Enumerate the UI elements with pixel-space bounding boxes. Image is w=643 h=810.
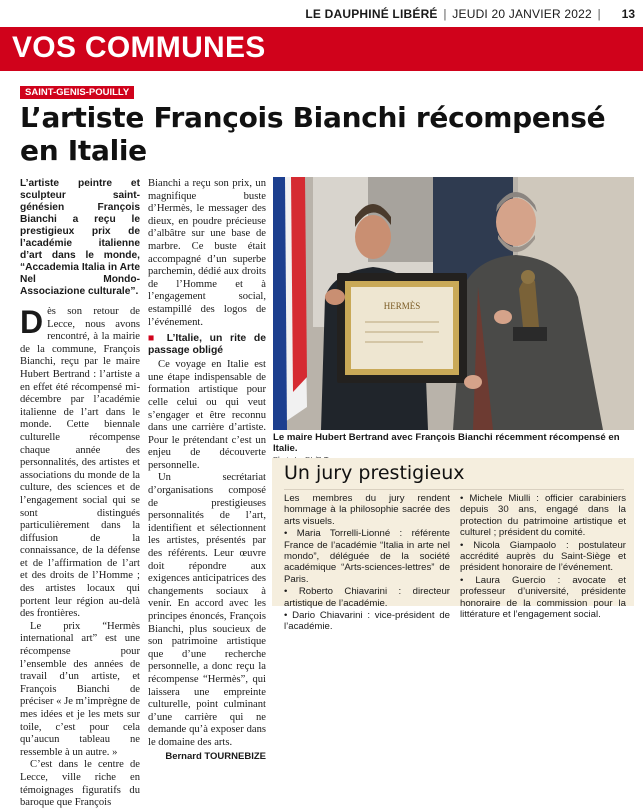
paragraph-5: Ce voyage en Italie est une étape indispensable de formation artistique pour celle celui ou qui veut s’engager et être reconnu dans une carrière d’artiste. Pour le prétendant c’est un enjeu de découverte personnelle.	[148, 359, 266, 471]
section-banner	[0, 27, 643, 71]
jury-member: • Roberto Chiavarini : directeur artistique de l’académie.	[284, 586, 450, 609]
drop-cap: D	[20, 304, 44, 340]
publication-name: LE DAUPHINÉ LIBÉRÉ	[305, 7, 438, 21]
section-title: VOS COMMUNES	[12, 31, 266, 64]
jury-title: Un jury prestigieux	[284, 463, 624, 490]
paragraph-6: Un secrétariat d’organisations composé de prestigieuses personnalités de l’art, identifient et sélectionnent les artistes, présentés par des référents. Leur œuvre doit répondre aux exigences anticipatrices des changements sociaux à venir. En accord avec les principes énoncés, François Bianchi, plus soucieux de son patrimoine artistique que d’une recherche personnelle, a donc reçu la récompense “Hermès”, qui laissera une empreinte culturelle, point culminant d’une carrière qui ne demande qu’à exposer dans le domaine des arts.	[148, 472, 266, 748]
author-signature: Bernard TOURNEBIZE	[165, 750, 266, 762]
masthead	[0, 0, 643, 26]
paragraph-1-text: ès son retour de Lecce, nous avons rencontré, à la mairie de la commune, François Bianchi, reçu par le maire Hubert Bertrand : l’artiste a en effet été récompensé mi-décembre par l’académie italienne de l’art dans le monde. Cette biennale culturelle récompense chaque année des personnalités, des artistes et associations du monde de la culture, des sciences et de l’engagement social qui se sont distingués particulièrement dans la diffusion de la connaissance, de la défense et de l’affirmation de l’art et des droits de l’Homme ; des artistes locaux qui portent leur région au-delà des frontières.	[20, 306, 140, 620]
jury-member: • Michele Miulli : officier carabiniers depuis 30 ans, engagé dans la protection du patrimoine artistique et culturel ; président du comité.	[460, 493, 626, 539]
publication-line	[305, 7, 603, 21]
jury-column-2	[460, 493, 626, 621]
square-bullet-icon: ■	[148, 333, 167, 345]
frame-title: HERMÈS	[383, 301, 421, 311]
jury-intro: Les membres du jury rendent hommage à la philosophie sacrée des arts visuels.	[284, 493, 450, 527]
jury-member: • Nicola Giampaolo : postulateur accrédité auprès du Saint-Siège et président honoraire de l’événement.	[460, 539, 626, 574]
paragraph-4: Bianchi a reçu son prix, un magnifique buste d’Hermès, le messager des dieux, en poudre précieuse d’albâtre sur une base de marbre. Ce buste était accompagné d’un superbe parchemin, dédié aux droits de l’Homme et à l’engagement social, estampillé des logos de l’événement.	[148, 178, 266, 328]
subhead	[148, 333, 266, 357]
article-column-2	[148, 178, 266, 763]
article-photo	[273, 177, 634, 430]
jury-member: • Laura Guercio : avocate et professeur d’université, présidente honoraire de la commission pour la littérature et l’engagement social.	[460, 574, 626, 621]
paragraph-1	[20, 306, 140, 621]
masthead-separator-2: |	[597, 7, 601, 21]
article-chapo: L’artiste peintre et sculpteur saint-génésien François Bianchi a reçu le prestigieux prix de l’académie italienne d’art dans le monde, “Accademia Italia in Arte Nel Mondo-Associazione culturale”.	[20, 178, 140, 297]
paragraph-3: C’est dans le centre de Lecce, ville riche en témoignages figuratifs du baroque que François	[20, 759, 140, 809]
location-tag: SAINT-GENIS-POUILLY	[20, 86, 134, 99]
publication-date: JEUDI 20 JANVIER 2022	[452, 7, 592, 21]
page-number: 13	[621, 7, 635, 21]
jury-member: • Dario Chiavarini : vice-président de l’académie.	[284, 610, 450, 633]
photo-illustration	[273, 177, 634, 430]
jury-column-1	[284, 493, 450, 634]
jury-member: • Maria Torrelli-Lionné : référente France de l’académie “Italia in arte nel mondo”, déléguée de la société académique “Arts-sciences-lettres” de Paris.	[284, 528, 450, 585]
subhead-text: L’Italie, un rite de passage obligé	[148, 333, 266, 357]
paragraph-2: Le prix “Hermès international art” est une récompense pour l’ensemble des années de travail d’un artiste, et François Bianchi de préciser « Je m’imprègne de mes idées et je les mets sur toile, c’est pour cela qu’aucun tableau ne ressemble à un autre. »	[20, 620, 141, 758]
article-headline: L’artiste François Bianchi récompensé en Italie	[20, 101, 606, 167]
caption-text: Le maire Hubert Bertrand avec François Bianchi récemment récompensé en Italie.	[273, 432, 620, 454]
masthead-separator: |	[443, 7, 447, 21]
article-column-1	[20, 178, 140, 810]
